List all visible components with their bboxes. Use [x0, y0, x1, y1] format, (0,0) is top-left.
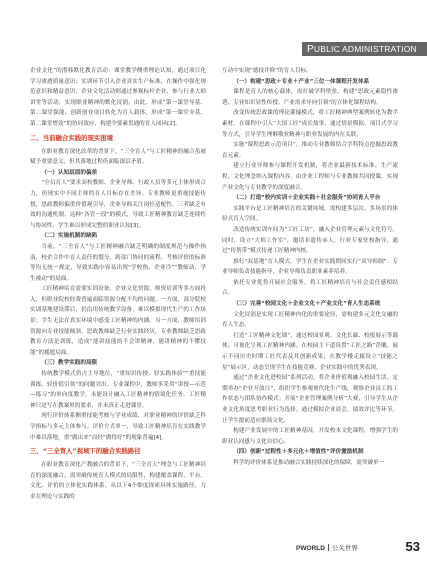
body-paragraph: 实施“课程思政示范项目”，推动专业教师结合学科特点挖掘思政教育元素。	[222, 142, 398, 159]
body-paragraph: 通过“企业文化进校园”系列活动，将企业价值观融入校园生活。定期举办“企业开放日”，组织学生参观现代化生产线，观察企业员工的工作状态与团队协作模式；开展“企业管理案例分析”大赛，引导学生从企业文化角度思考职业行为选择。通过模拟企业晨会、绩效评比等环节，让学生提前适应职场文化。	[222, 375, 398, 424]
subsection-heading: （三）完善“校园文化＋企业文化＋产业文化”育人生态系统	[233, 301, 381, 308]
body-paragraph: 在职业教育深化产教融合的背景下，“三全育人”理念与工匠精神培育的深度融合，需突破传统育人模式的局限性，构建覆盖课程、平台、文化、评价的立体化实践体系。从以下4个维度探索具体实施路径，力求在理论与实践的	[30, 462, 206, 500]
subsection-heading: （二）打造“校内实训＋企业实践＋社会服务”协同育人平台	[233, 195, 381, 202]
body-paragraph: 现行评价体系侧重技能考核与学业成绩，对职业精神的评价缺乏科学指标与多元主体参与。评价方式单一，导致工匠精神培育在实践教学中难以落地，重“做出来”而轻“做得好”的现象普遍[4]。	[30, 413, 206, 441]
subsection-heading: （一）构建“思政＋专业＋产业”三位一体课程开发体系	[233, 78, 370, 85]
subsection-heading: （三）教学实践的局限	[41, 360, 98, 367]
header-text: UBLIC ADMINISTRATION	[313, 44, 417, 54]
footer-divider	[328, 544, 329, 551]
footer-magazine: PWORLD	[296, 545, 325, 552]
section-header-band	[302, 42, 427, 56]
subsection-heading: （二）实施机制的缺陷	[41, 233, 98, 240]
page-footer	[296, 539, 420, 555]
body-paragraph: 课程是育人的核心载体，需打破学科壁垒，构建“思政元素隐性渗透、专业知识显性传授、产业需求导向引领”的立体化课程结构。	[222, 89, 398, 106]
body-paragraph: 在职业教育深化改革的背景下，“三全育人”与工匠精神的融合虽被赋予重要意义，但其落地过程仍面临深层矛盾。	[30, 148, 206, 166]
body-paragraph: 构建产业发展中的工匠精神基因，开发校本文化课程，增强学生的职业认同感与文化自信心。	[222, 428, 398, 445]
body-paragraph: 打造“工匠精神文化墙”，通过校园景观、文化长廊、校报展示等载体，可视化呈现工匠精神内涵。在校园主干道设置“工匠之路”浮雕，展示不同历史时期工匠代表及其创新成果；在教学楼走廊设立“技能之星”展示区，动态呈现学生在技能竞赛、企业实践中的优秀表现。	[222, 332, 398, 371]
body-paragraph: 传统教学模式仍占主导地位，“重知识传授、轻实践体验”“重技能训练、轻价值引领”的问题突出。专业课程中，教师多采用“讲授—示范—练习”的单向度教学，未能设计融入工匠精神的情境化任务。工匠精神只是写在教案里的要求，并未真正走进课堂。	[30, 371, 206, 409]
body-paragraph: 推行“双基地”育人模式，学生在企业实践期间实行“双导师制”：专业导师负责技能指导，企业导师负责职业素养培养。	[222, 258, 398, 276]
footer-title: 公关世界	[331, 545, 358, 552]
body-paragraph: 当前，“三全育人”与工匠精神融合缺乏明确的制度规范与操作指南，校企合作中育人责任的划分、跨部门协同的流程、考核评价的标准等均无统一规定，导致实践中容易出现“学校热、企业冷”“教师动、学生被动”的局面。	[30, 243, 206, 282]
body-paragraph: 互动中实现“德技并修”的育人目标。	[222, 68, 312, 74]
body-paragraph: “全员育人”要求高校教师、企业导师、行政人员等多元主体形成合力，但现实中不同主体的育人目标存在差异。专业教师更重视技能传授，思政教师偏重价值观引导，企业导师关注岗位适配性，三者缺乏有效的沟通机制。这种“各管一段”的模式，导致工匠精神教育缺乏连续性与协同性，学生难以形成完整的职业认知[3]。	[30, 180, 206, 229]
body-paragraph: 依托专业优势开展社会服务，将工匠精神培育与社会责任感相结合。	[222, 279, 398, 297]
body-paragraph: 文化浸润是实现工匠精神内化的重要途径，需构建多元文化交融的育人生态。	[222, 311, 398, 329]
subsection-heading: （四）创新“过程性＋多元化＋增值性”评价激励机制	[233, 449, 364, 456]
subsection-heading: （一）认知层面的偏差	[41, 169, 98, 176]
body-paragraph: 工匠精神培育需要实训设备、企业文化资源、师资培训等多方面投入，但职业院校经费普遍面临资源分配不均的问题。一方面，部分院校实训基地建设滞后，仍沿用传统教学设备，难以模拟现代生产的工作场景；学生无法在真实环境中感受工匠精神的内涵。另一方面，教师培训资源向专业技能倾斜，思政教师缺乏行业实践经历，专业教师缺乏思政教育方法论训练，造成“能讲技能的不会讲精神，能讲精神的不懂技能”的尴尬局面。	[30, 286, 206, 356]
right-column	[222, 66, 398, 469]
header-initial: P	[307, 44, 314, 55]
section-heading: 二、当前融合实践的现实困境	[30, 133, 114, 142]
body-paragraph: 改造传统实训车间为“工匠工坊”，融入企业管理元素与文化符号。同时，设立“大师工作室”，邀请非遗传承人、行业专家驻校指导，通过“传帮带”模式传递工匠精神内核。	[222, 226, 398, 255]
body-paragraph: 企业文化”的潜移默化教育活动：课堂教学侧重理论认知，通过项目化学习渗透质量意识；实训环节引入企业真实生产标准，在操作中强化规范意识和精益意识；企业文化活动则通过参观标杆企业、参与行业大师讲堂等活动，实现职业精神的默化浸润。由此，形成“第一课堂导基、第二课堂强能、创新创业项目转化为育人载体，形成“第一课堂夯基、第二课堂增效”的协同效应，构建全要素贯通的育人闭环[2]。	[30, 68, 206, 127]
body-paragraph: 改变传统思政课的理论灌输模式，将工匠精神典型案例转化为教学素材。在课程中引入“大国工匠”成长故事，通过情景模拟、项目式学习等方式，引导学生理解敬业精神与职业发展的内在关联。	[222, 110, 398, 138]
body-paragraph: 建立行业导师参与课程开发机制，将企业最新技术标准、生产流程、文化理念纳入课程内容。由企业工程师与专业教师共同授课，实现产业文化与专业教学的深度融合。	[222, 163, 398, 191]
section-heading: 三、“三全育人”视域下的融合实践路径	[30, 447, 141, 456]
left-column	[30, 66, 206, 503]
body-paragraph: 实践平台是工匠精神培育的关键场域，需构建多层次、多场景的体验式育人空间。	[222, 205, 398, 223]
body-paragraph: 科学的评价体系是推动融合实践持续深化的保障，需突破单一	[233, 459, 385, 466]
page-number: 53	[405, 539, 420, 554]
